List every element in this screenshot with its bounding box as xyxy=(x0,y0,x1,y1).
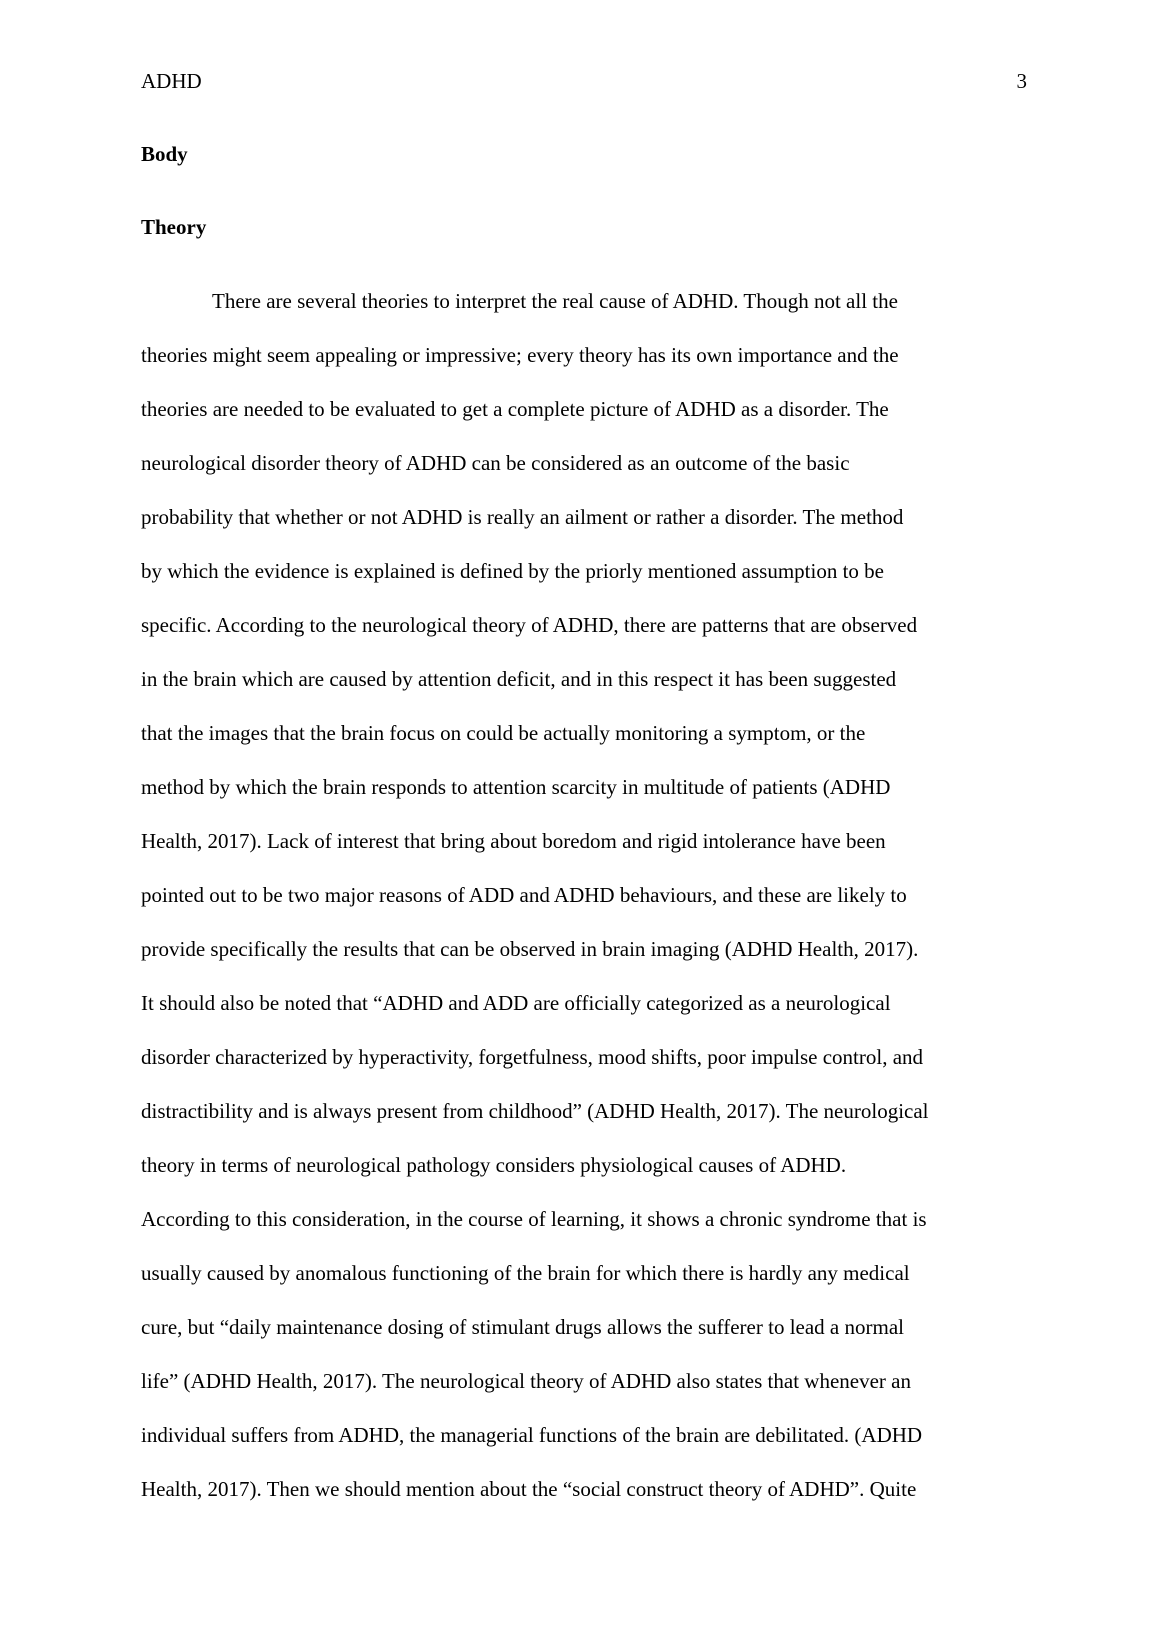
paragraph-line: theories might seem appealing or impressive; every theory has its own importance and the xyxy=(141,343,899,367)
section-heading-body: Body xyxy=(141,142,188,166)
paragraph-line: theory in terms of neurological pathology considers physiological causes of ADHD. xyxy=(141,1153,847,1177)
paragraph-line: neurological disorder theory of ADHD can be considered as an outcome of the basic xyxy=(141,451,850,475)
subsection-heading-theory: Theory xyxy=(141,215,207,239)
paragraph-line: distractibility and is always present from childhood” (ADHD Health, 2017). The neurological xyxy=(141,1099,929,1123)
paragraph-line: It should also be noted that “ADHD and ADD are officially categorized as a neurological xyxy=(141,991,891,1015)
paragraph-line: by which the evidence is explained is defined by the priorly mentioned assumption to be xyxy=(141,559,884,583)
page-number: 3 xyxy=(1016,69,1027,93)
paragraph-line: that the images that the brain focus on could be actually monitoring a symptom, or the xyxy=(141,721,866,745)
paragraph-line: There are several theories to interpret the real cause of ADHD. Though not all the xyxy=(212,289,898,313)
paragraph-line: theories are needed to be evaluated to get a complete picture of ADHD as a disorder. The xyxy=(141,397,889,421)
paragraph-line: individual suffers from ADHD, the managerial functions of the brain are debilitated. (ADHD xyxy=(141,1423,923,1447)
paragraph-line: According to this consideration, in the course of learning, it shows a chronic syndrome that is xyxy=(141,1207,927,1231)
paragraph-line: Health, 2017). Lack of interest that bring about boredom and rigid intolerance have been xyxy=(141,829,886,853)
paragraph-line: cure, but “daily maintenance dosing of stimulant drugs allows the sufferer to lead a normal xyxy=(141,1315,904,1339)
paragraph-line: provide specifically the results that can be observed in brain imaging (ADHD Health, 2017). xyxy=(141,937,919,961)
paragraph-line: pointed out to be two major reasons of ADD and ADHD behaviours, and these are likely to xyxy=(141,883,907,907)
paragraph-line: method by which the brain responds to attention scarcity in multitude of patients (ADHD xyxy=(141,775,891,799)
paragraph-line: disorder characterized by hyperactivity, forgetfulness, mood shifts, poor impulse control, and xyxy=(141,1045,924,1069)
paragraph-line: life” (ADHD Health, 2017). The neurological theory of ADHD also states that whenever an xyxy=(141,1369,911,1393)
paragraph-line: usually caused by anomalous functioning of the brain for which there is hardly any medical xyxy=(141,1261,910,1285)
paragraph-line: Health, 2017). Then we should mention about the “social construct theory of ADHD”. Quite xyxy=(141,1477,917,1501)
paragraph-line: specific. According to the neurological theory of ADHD, there are patterns that are observed xyxy=(141,613,918,637)
running-head: ADHD xyxy=(141,69,202,93)
paragraph-line: probability that whether or not ADHD is really an ailment or rather a disorder. The method xyxy=(141,505,904,529)
theory-paragraph xyxy=(141,289,1021,1531)
paragraph-line: in the brain which are caused by attention deficit, and in this respect it has been suggested xyxy=(141,667,897,691)
